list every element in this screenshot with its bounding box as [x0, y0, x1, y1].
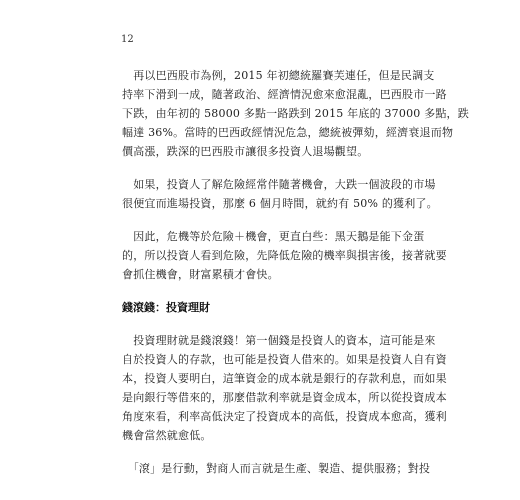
paragraph-rolling: [122, 459, 431, 478]
text-line: 自於投資人的存款，也可能是投資人借來的。如果是投資人自有資: [122, 353, 447, 366]
text-line: 很便宜而進場投資，那麼 6 個月時間，就約有 50% 的獲利了。: [122, 197, 438, 210]
paragraph-gap: [122, 213, 418, 227]
text-line: 持率下滑到一成，隨著政治、經濟情況愈來愈混亂，巴西股市一路: [122, 88, 447, 101]
text-line: 下跌，由年初的 58000 多點一路跌到 2015 年底的 37000 多點，跌: [122, 107, 469, 120]
paragraph-gap: [122, 445, 418, 459]
page-number: 12: [121, 34, 134, 45]
text-line: 因此，危機等於危險＋機會，更直白些：黑天鵝是能下金蛋: [122, 230, 425, 243]
paragraph-risk-opportunity: [122, 175, 438, 213]
paragraph-gap: [122, 161, 418, 175]
text-line: 如果，投資人了解危險經常伴隨著機會，大跌一個波段的市場: [122, 178, 436, 191]
section-heading: 錢滾錢：投資理財: [122, 301, 210, 314]
text-line: 「滾」是行動，對商人而言就是生產、製造、提供服務；對投: [122, 462, 431, 475]
paragraph-gap: [122, 284, 418, 298]
text-line: 是向銀行等借來的，那麼借款利率就是資金成本，所以從投資成本: [122, 391, 447, 404]
text-line: 會抓住機會，財富累積才會快。: [122, 268, 279, 281]
paragraph-investment: [122, 331, 447, 445]
text-line: 幅達 36%。當時的巴西政經情況危急，總統被彈劾，經濟衰退而物: [122, 126, 454, 139]
text-line: 再以巴西股市為例，2015 年初總統羅賽芙連任，但是民調支: [122, 69, 435, 82]
text-line: 價高漲，跌深的巴西股市讓很多投資人退場觀望。: [122, 145, 369, 158]
text-line: 本，投資人要明白，這筆資金的成本就是銀行的存款利息，而如果: [122, 372, 447, 385]
text-line: 投資理財就是錢滾錢！第一個錢是投資人的資本，這可能是來: [122, 334, 436, 347]
paragraph-brazil-example: [122, 66, 469, 161]
text-line: 機會當然就愈低。: [122, 429, 212, 442]
paragraph-gap: [122, 317, 418, 331]
text-line: 角度來看，利率高低決定了投資成本的高低，投資成本愈高，獲利: [122, 410, 447, 423]
page-body: [122, 66, 469, 478]
paragraph-crisis: [122, 227, 447, 284]
text-line: 的，所以投資人看到危險，先降低危險的機率與損害後，接著就要: [122, 249, 447, 262]
